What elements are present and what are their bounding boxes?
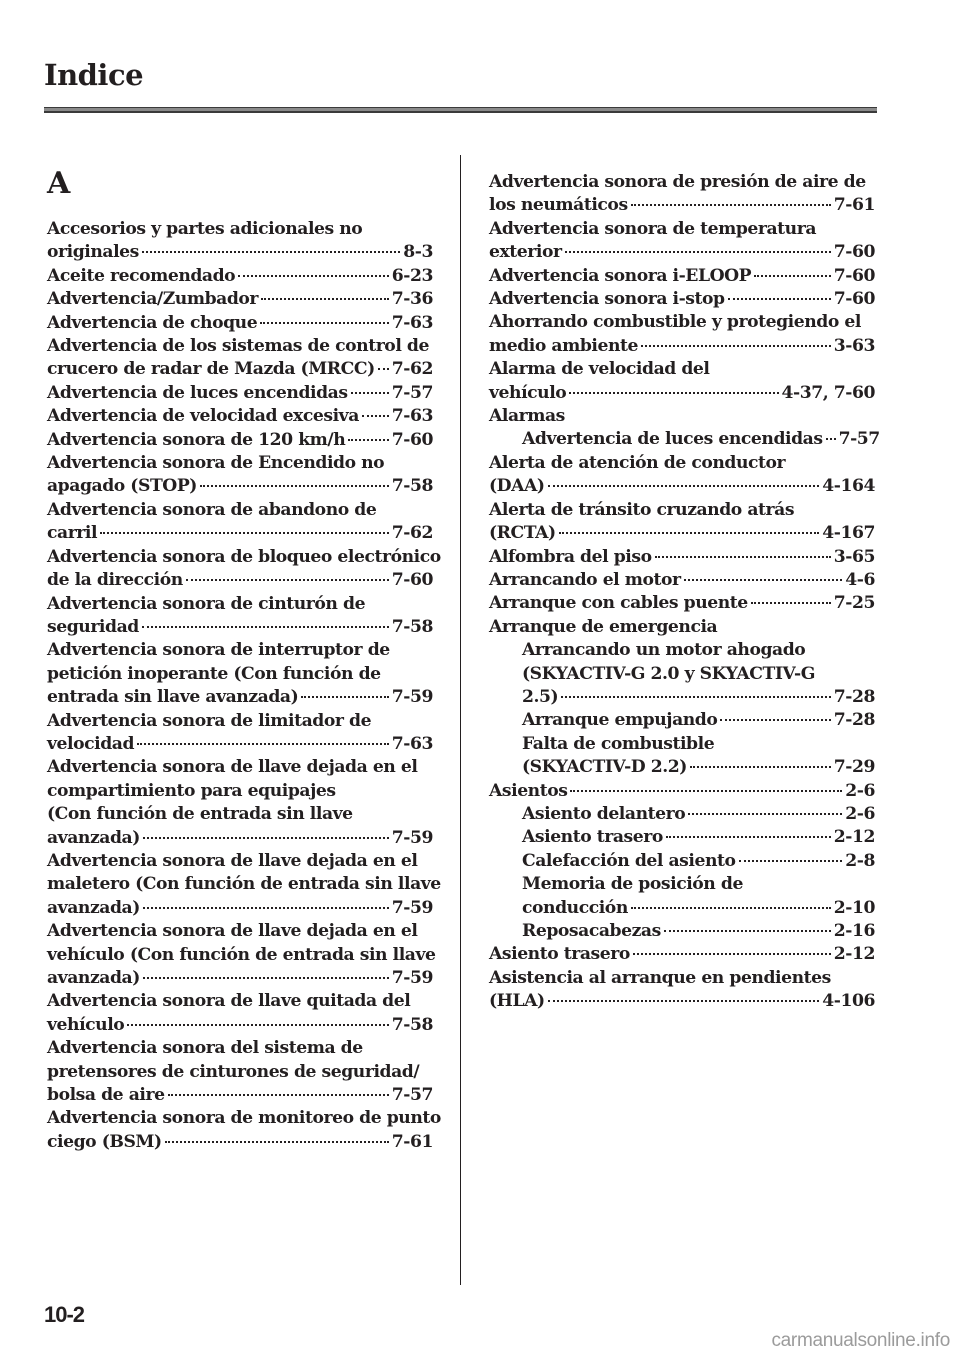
- entry-page-line: [522, 428, 880, 451]
- entry-page-line: [489, 382, 875, 405]
- index-entry: [47, 335, 433, 382]
- page-reference[interactable]: 7-62: [391, 523, 433, 544]
- entry-label: Arranque con cables puente: [489, 593, 748, 614]
- index-entry: [489, 311, 875, 358]
- dot-leader: [690, 766, 831, 768]
- entry-label: avanzada): [47, 968, 140, 988]
- page-reference[interactable]: 7-58: [391, 1014, 433, 1035]
- entry-label: seguridad: [47, 616, 139, 637]
- dot-leader: [633, 953, 831, 955]
- entry-page-line: [489, 288, 875, 311]
- entry-page-line: [489, 241, 875, 264]
- index-entry: [47, 429, 433, 452]
- entry-label: Advertencia de velocidad excesiva: [47, 406, 359, 427]
- dot-leader: [261, 298, 389, 300]
- page-reference[interactable]: 7-62: [391, 359, 433, 380]
- entry-text-line: pretensores de cinturones de seguridad/: [47, 1061, 420, 1082]
- index-entry: [47, 265, 433, 288]
- page-reference[interactable]: 2-8: [845, 850, 875, 871]
- entry-text-line: Advertencia de los sistemas de control de: [47, 336, 429, 357]
- entry-text-line: petición inoperante (Con función de: [47, 663, 381, 684]
- entry-text-line: (SKYACTIV-G 2.0 y SKYACTIV-G: [522, 663, 815, 684]
- entry-label: (DAA): [489, 476, 545, 497]
- entry-label: velocidad: [47, 733, 135, 754]
- entry-text-line: Advertencia sonora de bloqueo electrónico: [47, 546, 441, 567]
- entry-text-line: Arranque de emergencia: [489, 616, 718, 637]
- index-subentry: [489, 709, 875, 732]
- entry-page-line: [47, 522, 433, 545]
- entry-label: Arranque empujando: [522, 710, 718, 731]
- page-reference[interactable]: 2-6: [845, 780, 875, 801]
- entry-text-line: compartimiento para equipajes: [47, 780, 336, 801]
- dot-leader: [378, 368, 389, 370]
- index-entry: [489, 358, 875, 405]
- index-entry: [47, 218, 433, 265]
- dot-leader: [826, 438, 836, 440]
- entry-label: crucero de radar de Mazda (MRCC): [47, 359, 375, 380]
- page-reference[interactable]: 7-57: [391, 1085, 433, 1106]
- dot-leader: [137, 743, 389, 745]
- index-entry: [47, 452, 433, 499]
- dot-leader: [351, 392, 389, 394]
- page-reference[interactable]: 4-167: [822, 523, 875, 544]
- index-subentry: [489, 803, 875, 826]
- page-title: Indice: [44, 58, 144, 92]
- entry-label: originales: [47, 242, 139, 263]
- dot-leader: [100, 532, 389, 534]
- entry-label: avanzada): [47, 827, 140, 848]
- index-entry: [489, 569, 875, 592]
- entry-label: Advertencia sonora de 120 km/h: [47, 429, 346, 450]
- page-reference[interactable]: 2-16: [833, 921, 875, 941]
- dot-leader: [569, 392, 778, 394]
- page-reference[interactable]: 7-57: [391, 382, 433, 403]
- index-subentry: [489, 826, 875, 849]
- entry-label: Aceite recomendado: [47, 265, 236, 286]
- entry-label: Advertencia/Zumbador: [47, 289, 259, 310]
- entry-label: avanzada): [47, 897, 140, 918]
- entry-label: Advertencia de luces encendidas: [47, 382, 348, 403]
- entry-page-line: [489, 592, 875, 615]
- page-reference[interactable]: 7-29: [833, 757, 875, 778]
- entry-label: Advertencia de choque: [47, 312, 258, 333]
- index-entry: [489, 499, 875, 546]
- index-entry: [489, 288, 875, 311]
- dot-leader: [200, 485, 389, 487]
- page-reference[interactable]: 2-10: [833, 897, 875, 918]
- entry-text-line: Ahorrando combustible y protegiendo el: [489, 312, 861, 333]
- page-reference[interactable]: 7-59: [391, 687, 433, 708]
- dot-leader: [362, 415, 389, 417]
- page-reference[interactable]: 7-36: [391, 289, 433, 310]
- dot-leader: [720, 719, 830, 721]
- dot-leader: [559, 532, 820, 534]
- index-entry: [489, 405, 875, 428]
- entry-label: (SKYACTIV-D 2.2): [522, 757, 687, 778]
- index-entry: [489, 546, 875, 569]
- entry-label: Asiento trasero: [489, 944, 630, 965]
- entry-label: Arrancando el motor: [489, 569, 681, 590]
- entry-text-line: Advertencia sonora de llave dejada en el: [47, 757, 418, 778]
- entry-text-line: Memoria de posición de: [522, 874, 743, 895]
- dot-leader: [655, 556, 831, 558]
- dot-leader: [561, 696, 831, 698]
- index-column-right: [489, 171, 880, 1014]
- entry-page-line: [522, 920, 875, 943]
- entry-page-line: [47, 382, 433, 405]
- page-reference[interactable]: 7-28: [833, 686, 875, 707]
- entry-page-line: [522, 803, 875, 826]
- entry-page-line: [47, 1131, 433, 1154]
- entry-text-line: Asistencia al arranque en pendientes: [489, 967, 831, 988]
- dot-leader: [142, 251, 400, 253]
- entry-label: Asiento delantero: [522, 803, 686, 824]
- entry-label: Advertencia sonora i-ELOOP: [489, 265, 752, 286]
- dot-leader: [301, 696, 389, 698]
- entry-text-line: Advertencia sonora de cinturón de: [47, 593, 366, 614]
- entry-label: vehículo: [489, 382, 567, 403]
- entry-label: Asientos: [489, 780, 568, 801]
- entry-label: Advertencia de luces encendidas: [522, 429, 823, 450]
- dot-leader: [728, 298, 831, 300]
- index-entry: [47, 312, 433, 335]
- watermark[interactable]: carmanualsonline.info: [771, 1330, 950, 1351]
- entry-page-line: [47, 897, 433, 920]
- index-entry: [489, 780, 875, 803]
- dot-leader: [348, 439, 389, 441]
- page-reference[interactable]: 7-60: [833, 265, 875, 286]
- index-subentry: [489, 639, 875, 709]
- entry-text-line: vehículo (Con función de entrada sin llave: [47, 944, 436, 965]
- dot-leader: [186, 579, 389, 581]
- index-entry: [47, 1037, 433, 1107]
- entry-label: de la dirección: [47, 570, 183, 591]
- dot-leader: [165, 1141, 389, 1143]
- page-reference[interactable]: 8-3: [403, 242, 433, 263]
- entry-page-line: [47, 265, 433, 288]
- dot-leader: [143, 837, 389, 839]
- dot-leader: [548, 485, 820, 487]
- index-entry: [47, 546, 441, 593]
- page-reference[interactable]: 7-60: [391, 429, 433, 450]
- entry-label: los neumáticos: [489, 195, 628, 216]
- dot-leader: [143, 907, 389, 909]
- entry-page-line: [47, 241, 433, 264]
- entry-page-line: [47, 358, 433, 381]
- page-reference[interactable]: 7-60: [833, 289, 875, 310]
- entry-page-line: [47, 405, 433, 428]
- index-entry: [47, 639, 433, 709]
- header-rule: [44, 107, 877, 113]
- entry-page-line: [489, 569, 875, 592]
- page-reference[interactable]: 7-61: [833, 195, 875, 216]
- page-reference[interactable]: 7-58: [391, 476, 433, 497]
- index-entry: [489, 265, 875, 288]
- entry-page-line: [489, 546, 875, 569]
- index-entry: [47, 920, 436, 990]
- dot-leader: [260, 322, 389, 324]
- page-reference[interactable]: 7-60: [391, 570, 433, 591]
- dot-leader: [664, 930, 831, 932]
- entry-text-line: Advertencia sonora de llave dejada en el: [47, 921, 418, 942]
- dot-leader: [641, 345, 831, 347]
- entry-label: (HLA): [489, 991, 545, 1012]
- entry-page-line: [47, 569, 433, 592]
- dot-leader: [127, 1024, 388, 1026]
- entry-page-line: [47, 312, 433, 335]
- page-reference[interactable]: 7-59: [391, 897, 433, 918]
- entry-text-line: Falta de combustible: [522, 733, 715, 754]
- entry-text-line: Advertencia sonora del sistema de: [47, 1038, 363, 1059]
- entry-label: apagado (STOP): [47, 476, 197, 497]
- index-entry: [489, 171, 875, 218]
- page-reference[interactable]: 4-37, 7-60: [781, 382, 875, 403]
- entry-page-line: [47, 686, 433, 709]
- entry-label: 2.5): [522, 686, 559, 707]
- entry-text-line: Advertencia sonora de interruptor de: [47, 640, 390, 661]
- entry-label: medio ambiente: [489, 335, 638, 356]
- entry-text-line: maletero (Con función de entrada sin llave: [47, 874, 441, 895]
- page-reference[interactable]: 2-6: [845, 803, 875, 824]
- index-entry: [47, 499, 433, 546]
- entry-label: Advertencia sonora i-stop: [489, 289, 725, 310]
- entry-page-line: [489, 335, 875, 358]
- page-reference[interactable]: 7-28: [833, 710, 875, 731]
- entry-label: bolsa de aire: [47, 1085, 165, 1106]
- page-reference[interactable]: 7-58: [391, 616, 433, 637]
- entry-text-line: Advertencia sonora de monitoreo de punto: [47, 1108, 441, 1129]
- index-subentry: [489, 733, 875, 780]
- index-entry: [47, 1107, 441, 1154]
- entry-text-line: Alerta de atención de conductor: [489, 452, 786, 473]
- page-reference[interactable]: 7-57: [838, 429, 880, 450]
- page-reference[interactable]: 7-60: [833, 242, 875, 263]
- dot-leader: [751, 602, 831, 604]
- page-reference[interactable]: 2-12: [833, 827, 875, 848]
- page-reference[interactable]: 4-6: [845, 569, 875, 590]
- entry-label: Alfombra del piso: [489, 546, 652, 567]
- dot-leader: [570, 790, 842, 792]
- index-entry: [489, 967, 875, 1014]
- dot-leader: [238, 275, 389, 277]
- index-entry: [47, 710, 433, 757]
- entry-label: carril: [47, 523, 98, 544]
- dot-leader: [548, 1000, 820, 1002]
- entry-page-line: [47, 475, 433, 498]
- entry-page-line: [47, 827, 433, 850]
- entry-page-line: [47, 1014, 433, 1037]
- entry-page-line: [522, 850, 875, 873]
- entry-label: ciego (BSM): [47, 1131, 162, 1152]
- entry-page-line: [47, 967, 433, 990]
- index-entry: [47, 756, 433, 850]
- entry-page-line: [522, 897, 875, 920]
- page-reference[interactable]: 7-25: [833, 593, 875, 614]
- index-entry: [47, 593, 433, 640]
- entry-page-line: [489, 780, 875, 803]
- dot-leader: [739, 860, 843, 862]
- dot-leader: [631, 204, 831, 206]
- entry-page-line: [47, 429, 433, 452]
- entry-page-line: [489, 475, 875, 498]
- index-entry: [489, 592, 875, 615]
- entry-page-line: [522, 826, 875, 849]
- dot-leader: [142, 626, 389, 628]
- entry-text-line: Alerta de tránsito cruzando atrás: [489, 499, 795, 520]
- entry-page-line: [489, 990, 875, 1013]
- entry-page-line: [47, 616, 433, 639]
- entry-text-line: (Con función de entrada sin llave: [47, 804, 353, 825]
- index-column-left: [47, 166, 441, 1154]
- entry-page-line: [47, 1084, 433, 1107]
- dot-leader: [688, 813, 842, 815]
- entry-label: Asiento trasero: [522, 827, 663, 848]
- entry-text-line: Alarma de velocidad del: [489, 359, 710, 380]
- page-reference[interactable]: 4-164: [822, 476, 875, 497]
- page-reference[interactable]: 6-23: [391, 265, 433, 286]
- dot-leader: [666, 836, 831, 838]
- entry-page-line: [522, 756, 875, 779]
- index-entry: [47, 850, 441, 920]
- index-subentry: [489, 873, 875, 920]
- dot-leader: [684, 579, 843, 581]
- entry-label: conducción: [522, 897, 628, 918]
- page-reference[interactable]: 4-106: [822, 991, 875, 1012]
- dot-leader: [631, 907, 831, 909]
- index-entry: [47, 405, 433, 428]
- section-letter: A: [47, 166, 70, 201]
- dot-leader: [565, 251, 831, 253]
- entry-label: entrada sin llave avanzada): [47, 687, 299, 708]
- index-entry: [489, 943, 875, 966]
- page-reference[interactable]: 7-63: [391, 312, 433, 333]
- entry-page-line: [489, 943, 875, 966]
- column-divider: [460, 155, 461, 1285]
- entry-text-line: Arrancando un motor ahogado: [522, 640, 806, 661]
- page-reference[interactable]: 3-65: [833, 546, 875, 567]
- page-reference[interactable]: 7-63: [391, 406, 433, 427]
- entry-text-line: Advertencia sonora de abandono de: [47, 499, 377, 520]
- entry-label: vehículo: [47, 1014, 125, 1035]
- dot-leader: [754, 275, 831, 277]
- page-reference[interactable]: 7-61: [391, 1131, 433, 1152]
- entry-label: exterior: [489, 242, 562, 263]
- entry-label: Reposacabezas: [522, 921, 661, 941]
- index-entry: [47, 288, 433, 311]
- index-entry: [489, 616, 875, 639]
- entry-page-line: [522, 686, 875, 709]
- index-entry: [489, 452, 875, 499]
- index-entry: [47, 990, 433, 1037]
- entry-page-line: [47, 288, 433, 311]
- entry-text-line: Advertencia sonora de temperatura: [489, 218, 817, 239]
- entry-text-line: Accesorios y partes adicionales no: [47, 219, 363, 239]
- page-reference[interactable]: 7-59: [391, 968, 433, 988]
- index-entry: [47, 382, 433, 405]
- entry-text-line: Advertencia sonora de llave quitada del: [47, 991, 411, 1012]
- entry-page-line: [47, 733, 433, 756]
- index-entry: [489, 218, 875, 265]
- index-subentry: [489, 850, 875, 873]
- entry-label: (RCTA): [489, 523, 556, 544]
- page-reference[interactable]: 3-63: [833, 335, 875, 356]
- entry-page-line: [489, 522, 875, 545]
- entry-text-line: Alarmas: [489, 406, 565, 427]
- entry-text-line: Advertencia sonora de Encendido no: [47, 453, 385, 474]
- entry-label: Calefacción del asiento: [522, 850, 736, 871]
- entry-text-line: Advertencia sonora de presión de aire de: [489, 172, 866, 192]
- page-reference[interactable]: 7-63: [391, 733, 433, 754]
- index-subentry: [489, 920, 875, 943]
- dot-leader: [143, 977, 389, 979]
- page-reference[interactable]: 2-12: [833, 944, 875, 965]
- entry-text-line: Advertencia sonora de llave dejada en el: [47, 850, 418, 871]
- dot-leader: [168, 1094, 389, 1096]
- entry-text-line: Advertencia sonora de limitador de: [47, 710, 372, 731]
- entry-page-line: [522, 709, 875, 732]
- entry-page-line: [489, 265, 875, 288]
- page-number: 10-2: [44, 1302, 85, 1327]
- index-subentry: [489, 428, 880, 451]
- page-reference[interactable]: 7-59: [391, 827, 433, 848]
- entry-page-line: [489, 194, 875, 217]
